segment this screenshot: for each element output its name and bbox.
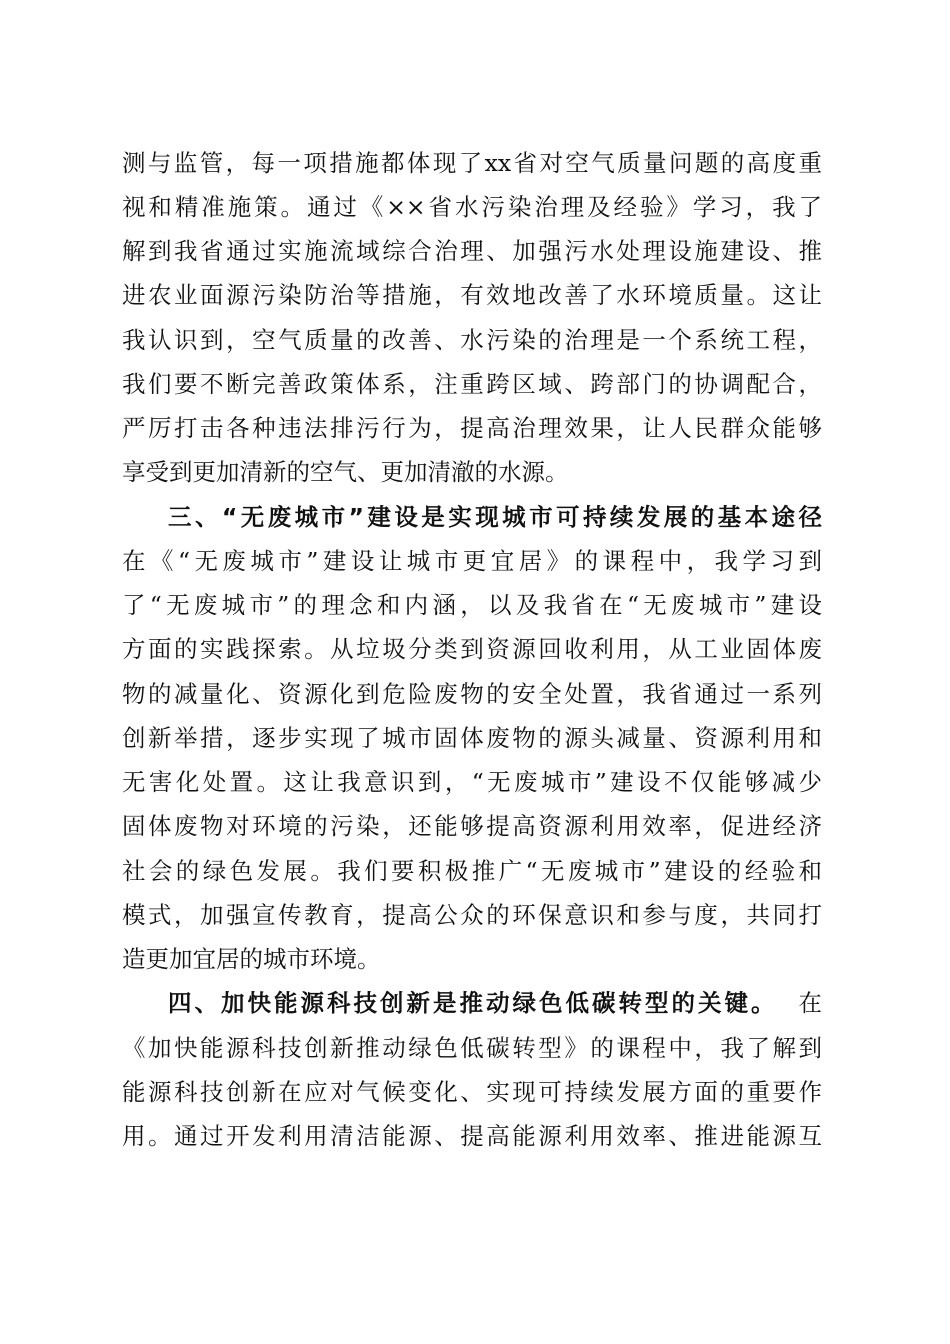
body-text-line: 社会的绿色发展。我们要积极推广“无废城市”建设的经验和 <box>122 857 822 885</box>
body-text-line: 我认识到，空气质量的改善、水污染的治理是一个系统工程， <box>122 326 822 354</box>
section-heading-4-line <box>168 981 822 1025</box>
section-heading-3: 三、“无废城市”建设是实现城市可持续发展的基本途径 <box>168 503 822 531</box>
body-text-line: 《加快能源科技创新推动绿色低碳转型》的课程中，我了解到 <box>122 1034 822 1062</box>
body-text-line: 解到我省通过实施流域综合治理、加强污水处理设施建设、推 <box>122 237 822 265</box>
body-text-line: 固体废物对环境的污染，还能够提高资源利用效率，促进经济 <box>122 812 822 840</box>
body-text-line: 创新举措，逐步实现了城市固体废物的源头减量、资源利用和 <box>122 724 822 752</box>
body-text-line: 在《“无废城市”建设让城市更宜居》的课程中，我学习到 <box>122 547 822 575</box>
body-text-line: 视和精准施策。通过《××省水污染治理及经验》学习，我了 <box>122 193 822 221</box>
body-text-line: 了“无废城市”的理念和内涵，以及我省在“无废城市”建设 <box>122 591 822 619</box>
body-text-run: 在 <box>795 989 822 1017</box>
section-heading-4: 四、加快能源科技创新是推动绿色低碳转型的关键。 <box>168 989 778 1017</box>
body-text-line: 无害化处置。这让我意识到，“无废城市”建设不仅能够减少 <box>122 768 822 796</box>
body-text-line: 物的减量化、资源化到危险废物的安全处置，我省通过一系列 <box>122 680 822 708</box>
body-text-line: 能源科技创新在应对气候变化、实现可持续发展方面的重要作 <box>122 1078 822 1106</box>
body-text-line: 方面的实践探索。从垃圾分类到资源回收利用，从工业固体废 <box>122 635 822 663</box>
body-text-line: 享受到更加清新的空气、更加清澈的水源。 <box>122 458 569 486</box>
body-text-line: 我们要不断完善政策体系，注重跨区域、跨部门的协调配合， <box>122 370 822 398</box>
body-text-line: 测与监管，每一项措施都体现了xx省对空气质量问题的高度重 <box>122 149 822 177</box>
body-text-line: 造更加宜居的城市环境。 <box>122 945 381 973</box>
body-text-line: 模式，加强宣传教育，提高公众的环保意识和参与度，共同打 <box>122 901 822 929</box>
body-text-line: 进农业面源污染防治等措施，有效地改善了水环境质量。这让 <box>122 281 822 309</box>
body-text-line: 严厉打击各种违法排污行为，提高治理效果，让人民群众能够 <box>122 414 822 442</box>
body-text-line: 用。通过开发利用清洁能源、提高能源利用效率、推进能源互 <box>122 1122 822 1150</box>
